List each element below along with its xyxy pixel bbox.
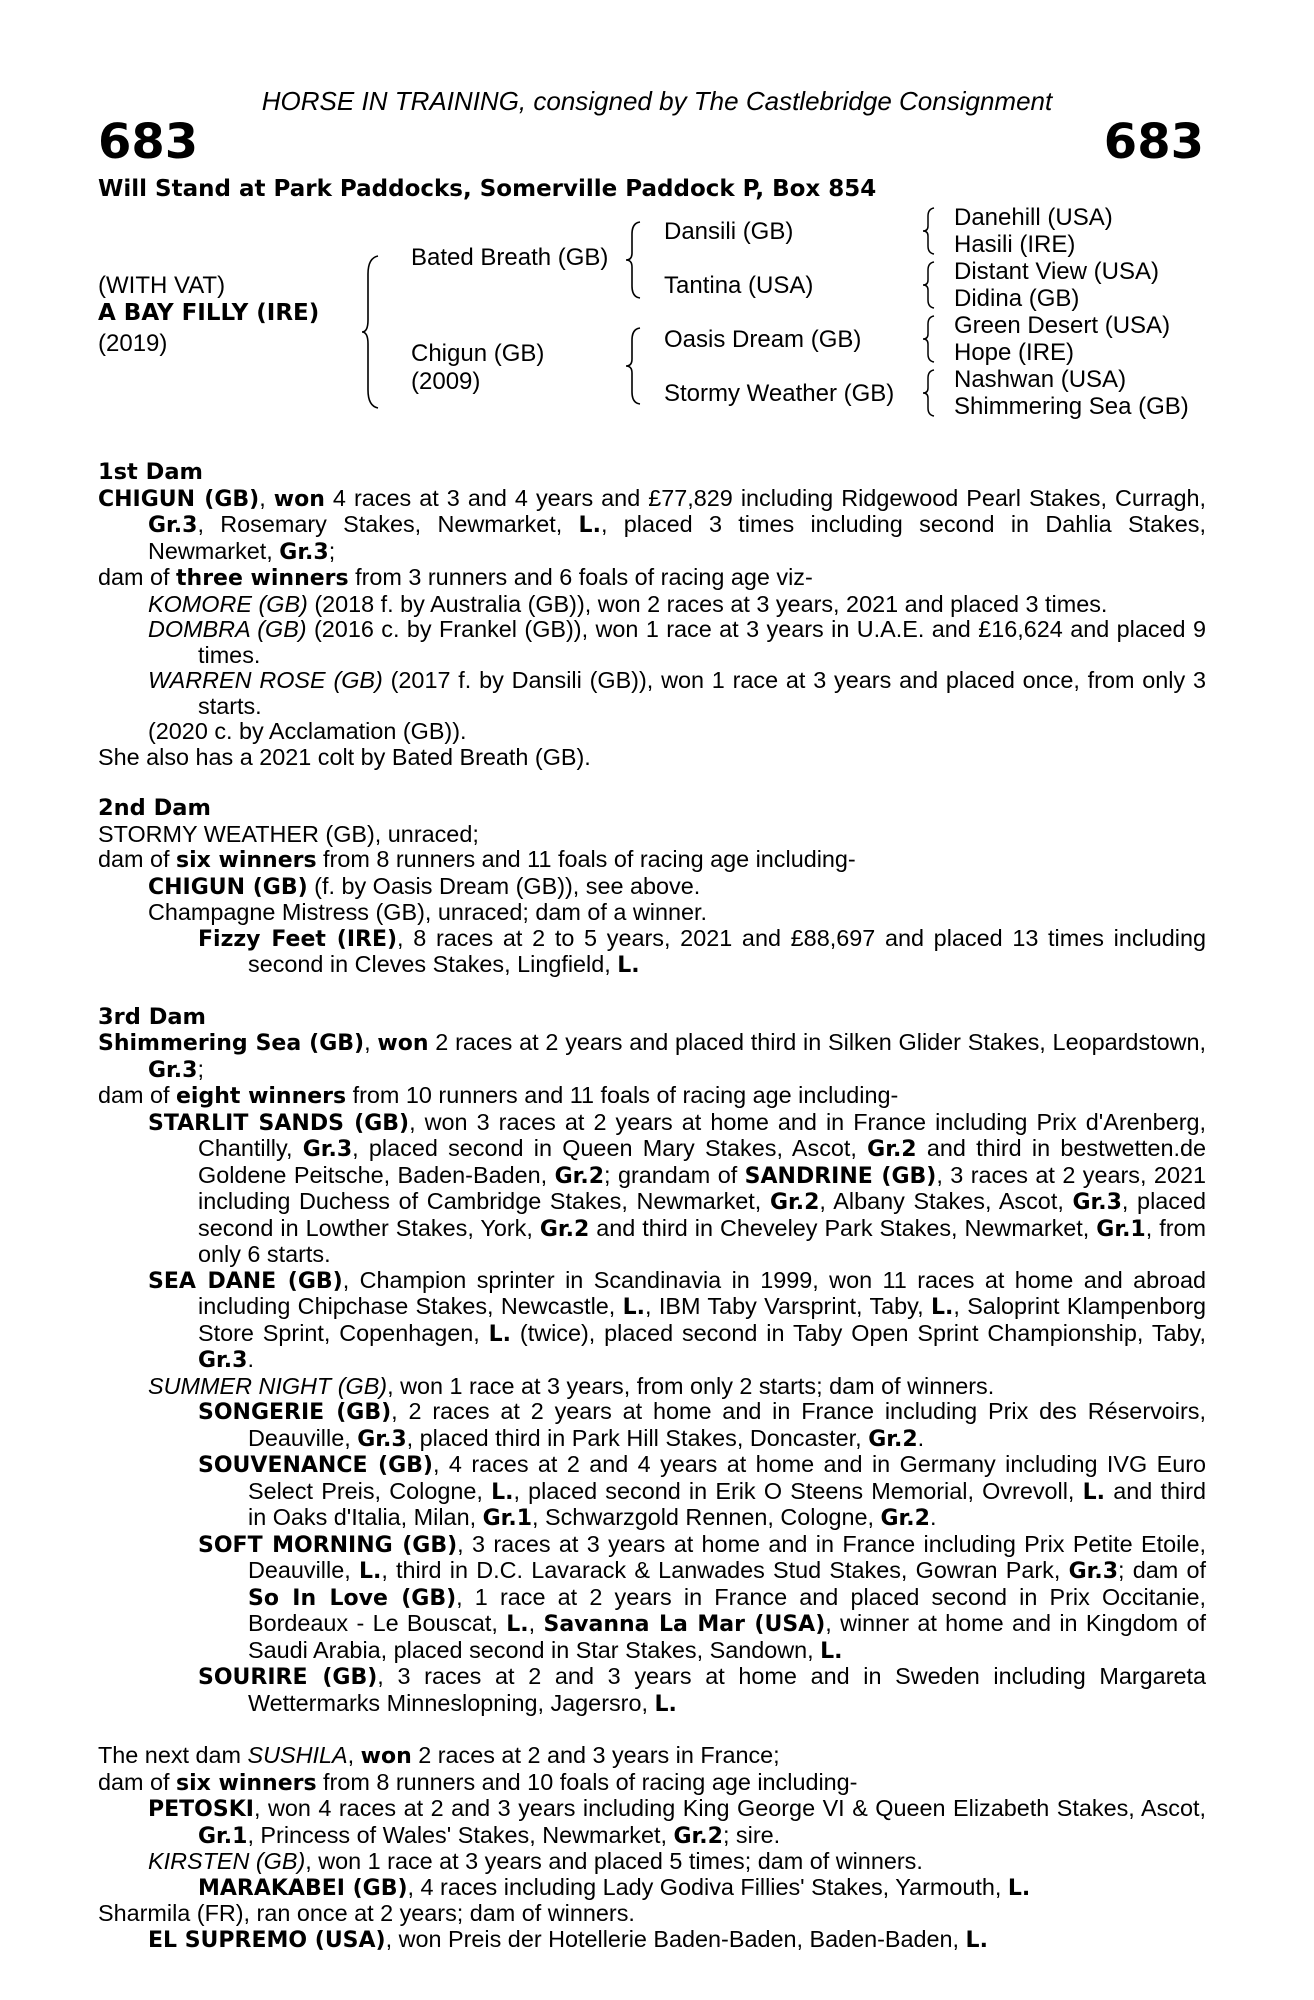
dam-year: (2009)	[411, 368, 481, 395]
ancestor-4: Didina (GB)	[954, 285, 1080, 312]
produce-kirsten: KIRSTEN (GB), won 1 race at 3 years and placed 5 times; dam of winners.	[148, 1848, 923, 1874]
produce-songerie: SONGERIE (GB), 2 races at 2 years at home and in France including Prix des Réservoirs, Deauville, Gr.3, placed third in Park Hill Stakes, Doncaster, Gr.2.	[198, 1398, 1206, 1452]
produce-2020-colt: (2020 c. by Acclamation (GB)).	[148, 718, 467, 744]
stand-location: Will Stand at Park Paddocks, Somerville Paddock P, Box 854	[98, 176, 877, 202]
third-dam-heading: 3rd Dam	[98, 1003, 206, 1030]
produce-sea-dane: SEA DANE (GB), Champion sprinter in Scandinavia in 1999, won 11 races at home and abroad including Chipchase Stakes, Newcastle, L., IBM Taby Varsprint, Taby, L., Saloprint Klampenborg Store Sprint, Copenhagen, L. (twice), placed second in Taby Open Sprint Championship, Taby, Gr.3.	[148, 1266, 1207, 1373]
brace-g4	[924, 368, 940, 418]
first-dam-heading: 1st Dam	[98, 459, 203, 485]
produce-marakabei: MARAKABEI (GB), 4 races including Lady Godiva Fillies' Stakes, Yarmouth, L.	[198, 1873, 1031, 1901]
dam-sire: Oasis Dream (GB)	[664, 326, 862, 353]
lot-number-left: 683	[98, 114, 199, 170]
brace-g3	[924, 314, 940, 364]
produce-champagne-mistress: Champagne Mistress (GB), unraced; dam of a winner.	[148, 899, 708, 925]
consignment-line: HORSE IN TRAINING, consigned by The Castlebridge Consignment	[261, 86, 1053, 116]
sire-name: Bated Breath (GB)	[411, 244, 609, 271]
produce-soft-morning: SOFT MORNING (GB), 3 races at 3 years at home and in France including Prix Petite Etoile, Deauville, L., third in D.C. Lavarack & Lanwades Stud Stakes, Gowran Park, Gr.3; dam of So In Love (GB), 1 race at 2 years in France and placed second in Prix Occitanie, Bordeaux - Le Bouscat, L., Savanna La Mar (USA), winner at home and in Kingdom of Saudi Arabia, placed second in Star Stakes, Sandown, L.	[198, 1530, 1207, 1664]
ancestor-6: Hope (IRE)	[954, 339, 1075, 366]
produce-fizzy-feet: Fizzy Feet (IRE), 8 races at 2 to 5 years, 2021 and £88,697 and placed 13 times including second in Cleves Stakes, Lingfield, L.	[198, 924, 1206, 978]
produce-2021-colt: She also has a 2021 colt by Bated Breath (GB).	[98, 743, 591, 770]
produce-komore: KOMORE (GB) (2018 f. by Australia (GB)), won 2 races at 3 years, 2021 and placed 3 times.	[148, 590, 1108, 617]
next-dam-produce-summary: dam of six winners from 8 runners and 10 foals of racing age including-	[98, 1768, 858, 1796]
lot-number-right: 683	[1103, 114, 1204, 170]
produce-petoski: PETOSKI, won 4 races at 2 and 3 years including King George VI & Queen Elizabeth Stakes, Ascot, Gr.1, Princess of Wales' Stakes, Newmarket, Gr.2; sire.	[148, 1795, 1206, 1849]
produce-chigun: CHIGUN (GB) (f. by Oasis Dream (GB)), see above.	[148, 872, 701, 900]
brace-sire	[628, 220, 648, 300]
ancestor-3: Distant View (USA)	[954, 258, 1159, 285]
second-dam-record: STORMY WEATHER (GB), unraced;	[98, 820, 479, 847]
produce-warren-rose: WARREN ROSE (GB) (2017 f. by Dansili (GB)), won 1 race at 3 years and placed once, from only 3 starts.	[148, 667, 1206, 719]
produce-summer-night: SUMMER NIGHT (GB), won 1 race at 3 years, from only 2 starts; dam of winners.	[148, 1372, 995, 1399]
brace-dam	[628, 326, 648, 406]
foaling-year: (2019)	[98, 330, 168, 357]
brace-g2	[924, 260, 940, 310]
vat-note: (WITH VAT)	[98, 272, 226, 299]
dam-name: Chigun (GB)	[411, 340, 545, 367]
produce-sourire: SOURIRE (GB), 3 races at 2 and 3 years at home and in Sweden including Margareta Wettermarks Minneslopning, Jagersro, L.	[198, 1663, 1206, 1717]
section-gap	[98, 1717, 1206, 1743]
first-dam-record: CHIGUN (GB), won 4 races at 3 and 4 years and £77,829 including Ridgewood Pearl Stakes, Curragh, Gr.3, Rosemary Stakes, Newmarket, L., placed 3 times including second in Dahlia Stakes, Newmarket, Gr.3;	[98, 484, 1206, 565]
produce-starlit-sands: STARLIT SANDS (GB), won 3 races at 2 years at home and in France including Prix d'Arenberg, Chantilly, Gr.3, placed second in Queen Mary Stakes, Ascot, Gr.2 and third in bestwetten.de Goldene Peitsche, Baden-Baden, Gr.2; grandam of SANDRINE (GB), 3 races at 2 years, 2021 including Duchess of Cambridge Stakes, Newmarket, Gr.2, Albany Stakes, Ascot, Gr.3, placed second in Lowther Stakes, York, Gr.2 and third in Cheveley Park Stakes, Newmarket, Gr.1, from only 6 starts.	[148, 1108, 1207, 1267]
ancestor-5: Green Desert (USA)	[954, 312, 1171, 339]
ancestor-8: Shimmering Sea (GB)	[954, 393, 1189, 420]
first-dam-produce-summary: dam of three winners from 3 runners and 6 foals of racing age viz-	[98, 564, 813, 591]
ancestor-2: Hasili (IRE)	[954, 231, 1076, 258]
produce-el-supremo: EL SUPREMO (USA), won Preis der Hotellerie Baden-Baden, Baden-Baden, L.	[148, 1925, 988, 1953]
sire-dam: Tantina (USA)	[664, 272, 814, 299]
brace-horse	[364, 254, 384, 410]
sire-sire: Dansili (GB)	[664, 218, 794, 245]
produce-record	[98, 460, 1206, 1953]
produce-sharmila: Sharmila (FR), ran once at 2 years; dam of winners.	[98, 1900, 635, 1926]
horse-name: A BAY FILLY (IRE)	[98, 300, 320, 326]
ancestor-1: Danehill (USA)	[954, 204, 1113, 231]
second-dam-heading: 2nd Dam	[98, 795, 211, 821]
produce-souvenance: SOUVENANCE (GB), 4 races at 2 and 4 years at home and in Germany including IVG Euro Select Preis, Cologne, L., placed second in Erik O Steens Memorial, Ovrevoll, L. and third in Oaks d'Italia, Milan, Gr.1, Schwarzgold Rennen, Cologne, Gr.2.	[198, 1451, 1206, 1531]
second-dam-produce-summary: dam of six winners from 8 runners and 11 foals of racing age including-	[98, 846, 856, 873]
dam-dam: Stormy Weather (GB)	[664, 380, 895, 407]
next-dam-record: The next dam SUSHILA, won 2 races at 2 and 3 years in France;	[98, 1742, 780, 1769]
third-dam-produce-summary: dam of eight winners from 10 runners and 11 foals of racing age including-	[98, 1082, 899, 1109]
third-dam-record: Shimmering Sea (GB), won 2 races at 2 years and placed third in Silken Glider Stakes, Leopardstown, Gr.3;	[98, 1029, 1207, 1083]
brace-g1	[924, 206, 940, 256]
ancestor-7: Nashwan (USA)	[954, 366, 1127, 393]
produce-dombra: DOMBRA (GB) (2016 c. by Frankel (GB)), won 1 race at 3 years in U.A.E. and £16,624 and placed 9 times.	[148, 616, 1206, 668]
